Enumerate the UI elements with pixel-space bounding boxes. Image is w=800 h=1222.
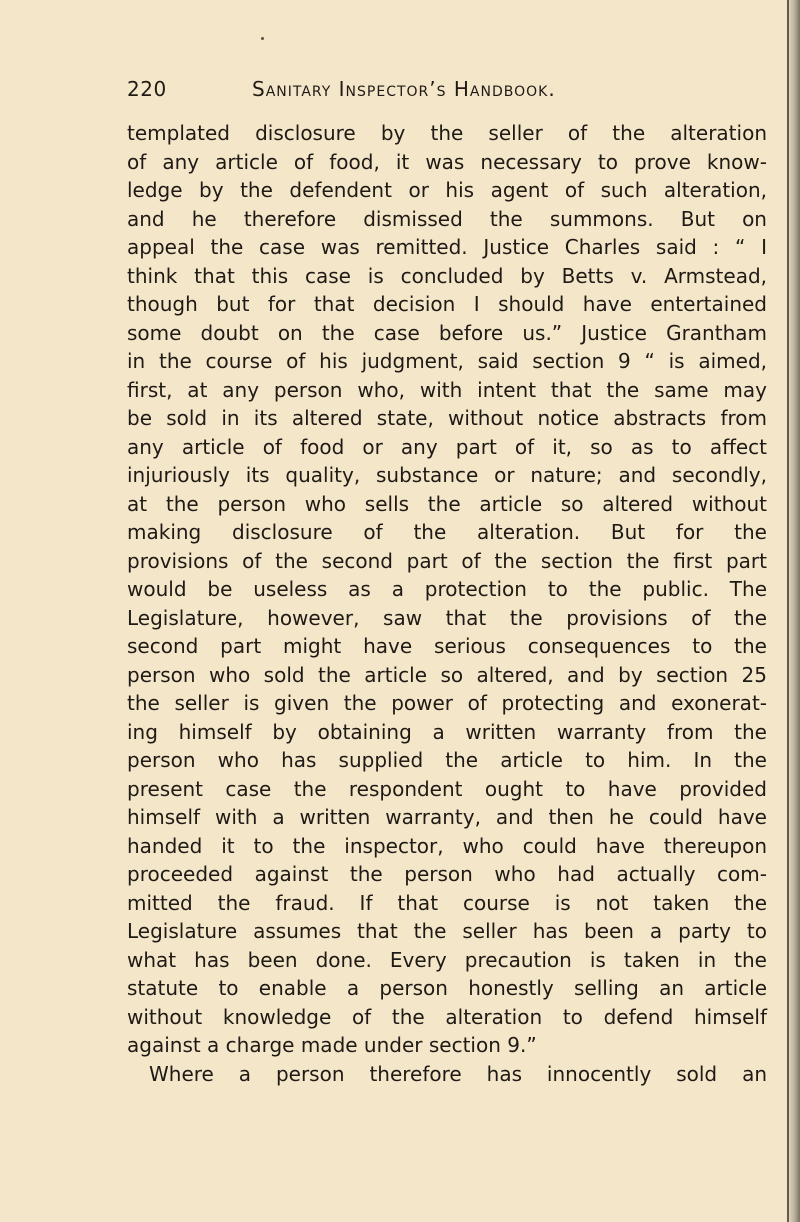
- text-line: against a charge made under section 9.”: [127, 1033, 537, 1057]
- text-line: think that this case is concluded by Betts v. Armstead,: [127, 263, 767, 288]
- text-line: would be useless as a protection to the public. The: [127, 577, 767, 601]
- text-line: himself with a written warranty, and then he could have: [127, 805, 767, 829]
- text-line: person who has supplied the article to him. In the: [127, 748, 767, 772]
- text-line: Where a person therefore has innocently sold an: [149, 1061, 767, 1086]
- text-line: templated disclosure by the seller of the alteration: [127, 121, 767, 145]
- text-line: proceeded against the person who had actually com-: [127, 862, 767, 886]
- text-line: of any article of food, it was necessary to prove know-: [127, 149, 767, 174]
- text-line: Legislature, however, saw that the provisions of the: [127, 605, 767, 630]
- print-speck: [261, 37, 264, 40]
- text-line: mitted the fraud. If that course is not taken the: [127, 890, 767, 915]
- text-line: be sold in its altered state, without notice abstracts from: [127, 406, 767, 430]
- text-line: statute to enable a person honestly selling an article: [127, 976, 767, 1000]
- text-line: present case the respondent ought to have provided: [127, 776, 767, 801]
- text-line: in the course of his judgment, said section 9 “ is aimed,: [127, 349, 767, 373]
- body-text: [127, 119, 767, 1088]
- text-line: and he therefore dismissed the summons. But on: [127, 206, 767, 231]
- text-line: any article of food or any part of it, so as to affect: [127, 434, 767, 459]
- text-line: appeal the case was remitted. Justice Charles said : “ I: [127, 235, 767, 259]
- text-line: second part might have serious consequences to the: [127, 634, 767, 658]
- text-line: what has been done. Every precaution is taken in the: [127, 947, 767, 972]
- text-line: some doubt on the case before us.” Justice Grantham: [127, 320, 767, 345]
- text-line: injuriously its quality, substance or nature; and secondly,: [127, 463, 767, 487]
- text-line: making disclosure of the alteration. But for the: [127, 520, 767, 544]
- text-line: ing himself by obtaining a written warranty from the: [127, 719, 767, 744]
- page-header: [127, 74, 767, 104]
- text-line: the seller is given the power of protecting and exonerat-: [127, 691, 767, 715]
- page-number: 220: [127, 77, 167, 101]
- running-title: Sanitary Inspector’s Handbook.: [252, 77, 556, 101]
- text-line: without knowledge of the alteration to defend himself: [127, 1004, 767, 1029]
- page-edge-shadow: [786, 0, 800, 1222]
- text-line: ledge by the defendent or his agent of such alteration,: [127, 178, 767, 202]
- text-line: Legislature assumes that the seller has been a party to: [127, 919, 767, 943]
- text-line: provisions of the second part of the section the first part: [127, 548, 767, 573]
- text-line: though but for that decision I should have entertained: [127, 292, 767, 316]
- text-line: handed it to the inspector, who could have thereupon: [127, 833, 767, 858]
- text-line: first, at any person who, with intent that the same may: [127, 377, 767, 402]
- text-line: person who sold the article so altered, and by section 25: [127, 662, 767, 687]
- text-line: at the person who sells the article so altered without: [127, 491, 767, 516]
